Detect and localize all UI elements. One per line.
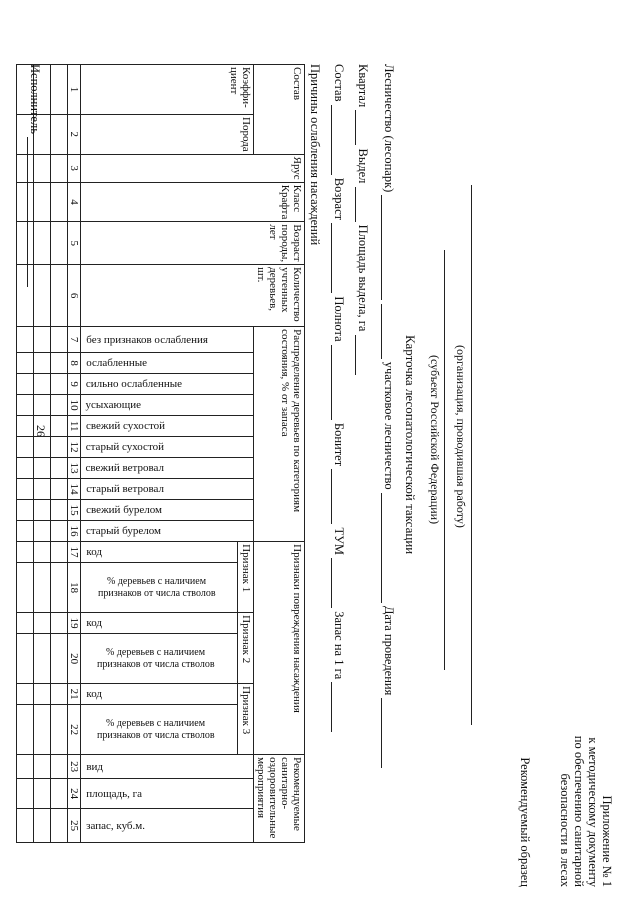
composition-value-line[interactable] (331, 105, 332, 175)
table-cell[interactable] (34, 779, 51, 809)
column-number: 18 (68, 563, 81, 613)
bonitet-label: Бонитет (332, 422, 346, 467)
density-label: Полнота (332, 296, 346, 342)
table-cell[interactable] (51, 154, 68, 182)
table-cell[interactable] (34, 613, 51, 634)
table-cell[interactable] (51, 684, 68, 705)
cat-drying: усыхающие (81, 395, 254, 416)
density-value-line[interactable] (331, 345, 332, 420)
sign-3-head: Признак 3 (238, 684, 254, 755)
table-cell[interactable] (51, 500, 68, 521)
table-cell[interactable] (51, 395, 68, 416)
table-cell[interactable] (34, 521, 51, 542)
table-cell[interactable] (51, 265, 68, 327)
sign-1-pct: % деревьев с наличием признаков от числа стволов (81, 563, 238, 613)
appendix-line-1: Приложение № 1 (600, 795, 614, 887)
cat-strongly-weakened: сильно ослабленные (81, 374, 254, 395)
table-cell[interactable] (51, 634, 68, 684)
table-cell[interactable] (17, 416, 34, 437)
date-label: Дата проведения (382, 605, 396, 696)
table-cell[interactable] (34, 705, 51, 755)
table-cell[interactable] (51, 374, 68, 395)
table-cell[interactable] (51, 809, 68, 843)
table-cell[interactable] (17, 755, 34, 779)
table-cell[interactable] (51, 416, 68, 437)
table-cell[interactable] (34, 416, 51, 437)
field-row-2 (355, 64, 370, 375)
taxation-table (16, 64, 305, 843)
table-cell[interactable] (51, 613, 68, 634)
col-head-tier: Ярус (81, 154, 305, 182)
table-cell[interactable] (17, 779, 34, 809)
table-cell[interactable] (17, 500, 34, 521)
appendix-line-3: по обеспечению санитарной (572, 735, 586, 887)
table-cell[interactable] (17, 521, 34, 542)
table-cell[interactable] (51, 563, 68, 613)
area-label: Площадь выдела, га (356, 224, 370, 332)
table-cell[interactable] (34, 563, 51, 613)
column-number: 9 (68, 374, 81, 395)
tum-value-line[interactable] (331, 558, 332, 608)
table-cell[interactable] (34, 353, 51, 374)
col-head-coef: Коэффи-циент (81, 65, 254, 115)
tum-label: ТУМ (332, 527, 346, 556)
forestry-value-line[interactable] (381, 195, 382, 300)
column-number: 24 (68, 779, 81, 809)
appendix-header (558, 736, 614, 887)
col-head-count: Количество учтенных деревьев, шт. (81, 265, 305, 327)
cat-old-windbreak: старый бурелом (81, 521, 254, 542)
table-cell[interactable] (34, 809, 51, 843)
col-head-kraft: Класс Крафта (81, 182, 305, 222)
col-head-species: Порода (81, 115, 254, 155)
recommended-sample: Рекомендуемый образец (518, 757, 532, 887)
column-number: 6 (68, 265, 81, 327)
table-cell[interactable] (51, 542, 68, 563)
column-number: 4 (68, 182, 81, 222)
cat-fresh-windfall: свежий ветровал (81, 458, 254, 479)
field-row-3 (331, 64, 346, 732)
table-cell[interactable] (34, 542, 51, 563)
district-name-line[interactable] (381, 304, 382, 359)
table-cell[interactable] (51, 521, 68, 542)
appendix-line-2: к методическому документу (586, 737, 600, 887)
district-label: участковое лесничество (382, 361, 396, 490)
table-cell[interactable] (51, 755, 68, 779)
table-cell[interactable] (51, 222, 68, 265)
org-line (471, 185, 472, 725)
sign-3-code: код (81, 684, 238, 705)
table-cell[interactable] (51, 182, 68, 222)
executor-label: Исполнитель (28, 64, 42, 134)
table-cell[interactable] (17, 705, 34, 755)
column-number: 20 (68, 634, 81, 684)
column-number: 10 (68, 395, 81, 416)
table-cell[interactable] (17, 374, 34, 395)
rec-stock-head: запас, куб.м. (81, 809, 254, 843)
page-number: 26 (34, 425, 48, 437)
table-cell[interactable] (34, 755, 51, 779)
column-number: 15 (68, 500, 81, 521)
column-number: 14 (68, 479, 81, 500)
table-cell[interactable] (17, 353, 34, 374)
rec-kind-head: вид (81, 755, 254, 779)
column-number: 25 (68, 809, 81, 843)
table-cell[interactable] (17, 437, 34, 458)
column-number: 7 (68, 327, 81, 353)
sign-1-code: код (81, 542, 238, 563)
cat-old-windfall: старый ветровал (81, 479, 254, 500)
cat-weakened: ослабленные (81, 353, 254, 374)
column-number: 17 (68, 542, 81, 563)
subject-line (444, 250, 445, 670)
causes-label: Причины ослабления насаждений (308, 64, 322, 246)
cat-no-weakening: без признаков ослабления (81, 327, 254, 353)
sign-2-pct: % деревьев с наличием признаков от числа стволов (81, 634, 238, 684)
column-number: 21 (68, 684, 81, 705)
cat-old-deadwood: старый сухостой (81, 437, 254, 458)
table-cell[interactable] (34, 684, 51, 705)
table-cell[interactable] (51, 479, 68, 500)
table-cell[interactable] (17, 684, 34, 705)
column-number: 1 (68, 65, 81, 115)
table-cell[interactable] (51, 327, 68, 353)
executor-row (27, 64, 42, 287)
table-cell[interactable] (51, 705, 68, 755)
col-head-composition: Состав (254, 65, 305, 155)
table-cell[interactable] (17, 634, 34, 684)
table-cell[interactable] (51, 437, 68, 458)
table-row[interactable] (51, 65, 68, 843)
org-caption: (организация, проводившая работу) (454, 345, 468, 528)
col-head-recommended: Рекомендуемые санитарно-оздоровительные мероприятия (254, 755, 305, 843)
bonitet-value-line[interactable] (331, 469, 332, 524)
table-cell[interactable] (17, 458, 34, 479)
area-value-line[interactable] (355, 335, 356, 375)
column-numbers-row (68, 65, 81, 843)
column-number: 5 (68, 222, 81, 265)
column-number: 23 (68, 755, 81, 779)
table-cell[interactable] (34, 327, 51, 353)
table-cell[interactable] (17, 613, 34, 634)
field-row-1 (381, 64, 396, 768)
table-cell[interactable] (34, 500, 51, 521)
executor-signature-line[interactable] (27, 137, 28, 287)
quarter-value-line[interactable] (355, 110, 356, 145)
age-label: Возраст (332, 177, 346, 221)
column-number: 19 (68, 613, 81, 634)
stock-label: Запас на 1 га (332, 611, 346, 680)
table-cell[interactable] (17, 563, 34, 613)
column-number: 3 (68, 154, 81, 182)
sign-3-pct: % деревьев с наличием признаков от числа стволов (81, 705, 238, 755)
table-cell[interactable] (17, 542, 34, 563)
table-cell[interactable] (17, 479, 34, 500)
age-value-line[interactable] (331, 223, 332, 293)
table-cell[interactable] (51, 779, 68, 809)
column-number: 2 (68, 115, 81, 155)
table-cell[interactable] (17, 395, 34, 416)
sign-1-head: Признак 1 (238, 542, 254, 613)
table-cell[interactable] (34, 437, 51, 458)
column-number: 11 (68, 416, 81, 437)
date-value-line[interactable] (381, 698, 382, 768)
column-number: 13 (68, 458, 81, 479)
appendix-line-4: безопасности в лесах (558, 773, 572, 887)
table-cell[interactable] (17, 327, 34, 353)
table-cell[interactable] (34, 634, 51, 684)
card-title: Карточка лесопатологической таксации (403, 335, 418, 555)
table-cell[interactable] (51, 65, 68, 115)
quarter-label: Квартал (356, 64, 370, 108)
cat-fresh-deadwood: свежий сухостой (81, 416, 254, 437)
table-cell[interactable] (34, 395, 51, 416)
table-cell[interactable] (34, 458, 51, 479)
col-head-distribution: Распределение деревьев по категориям состояния, % от запаса (254, 327, 305, 542)
table-cell[interactable] (17, 809, 34, 843)
composition-label: Состав (332, 64, 346, 102)
forestry-label: Лесничество (лесопарк) (382, 64, 396, 193)
district-value-line[interactable] (381, 493, 382, 603)
sign-2-head: Признак 2 (238, 613, 254, 684)
stock-value-line[interactable] (331, 682, 332, 732)
allotment-value-line[interactable] (355, 187, 356, 222)
sign-2-code: код (81, 613, 238, 634)
allotment-label: Выдел (356, 148, 370, 184)
column-number: 22 (68, 705, 81, 755)
column-number: 8 (68, 353, 81, 374)
table-cell[interactable] (51, 353, 68, 374)
column-number: 16 (68, 521, 81, 542)
table-cell[interactable] (51, 458, 68, 479)
table-cell[interactable] (34, 479, 51, 500)
column-number: 12 (68, 437, 81, 458)
rec-area-head: площадь, га (81, 779, 254, 809)
subject-caption: (субъект Российской Федерации) (428, 355, 442, 525)
col-head-signs: Признаки повреждения насаждения (254, 542, 305, 755)
col-head-age: Возраст породы, лет (81, 222, 305, 265)
table-cell[interactable] (51, 115, 68, 155)
table-cell[interactable] (34, 374, 51, 395)
cat-fresh-windbreak: свежий бурелом (81, 500, 254, 521)
